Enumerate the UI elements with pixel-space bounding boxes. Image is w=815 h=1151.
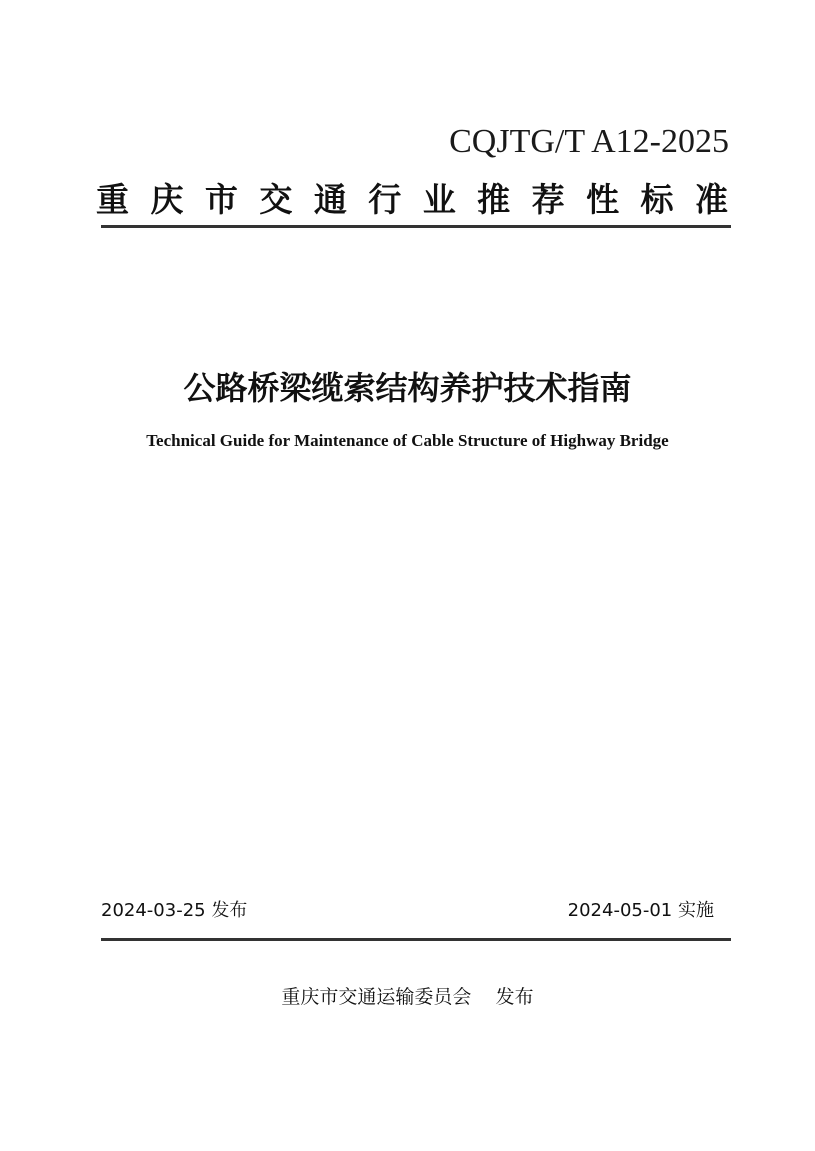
- standard-category-char: 推: [477, 179, 511, 219]
- standard-category-char: 准: [694, 179, 728, 219]
- standard-category: [96, 172, 728, 222]
- standard-category-char: 业: [422, 179, 456, 219]
- effective-date: 2024-05-01 实施: [567, 900, 714, 921]
- standard-category-char: 市: [204, 179, 238, 219]
- standard-category-char: 标: [640, 179, 674, 219]
- standard-category-char: 重: [96, 179, 129, 219]
- issue-date: 2024-03-25 发布: [101, 900, 248, 921]
- header-divider: [101, 225, 731, 228]
- standard-category-char: 荐: [531, 179, 565, 219]
- standard-code: CQJTG/T A12-2025: [449, 123, 729, 160]
- standard-category-char: 庆: [150, 179, 184, 219]
- standard-category-char: 性: [586, 179, 620, 219]
- standard-category-char: 行: [368, 179, 402, 219]
- standard-category-char: 交: [259, 179, 293, 219]
- publisher: 重庆市交通运输委员会 发布: [281, 986, 534, 1008]
- footer-divider: [101, 938, 731, 941]
- document-title-chinese: 公路桥梁缆索结构养护技术指南: [183, 369, 632, 407]
- standard-category-char: 通: [313, 179, 347, 219]
- document-title-english: Technical Guide for Maintenance of Cable Structure of Highway Bridge: [146, 431, 669, 450]
